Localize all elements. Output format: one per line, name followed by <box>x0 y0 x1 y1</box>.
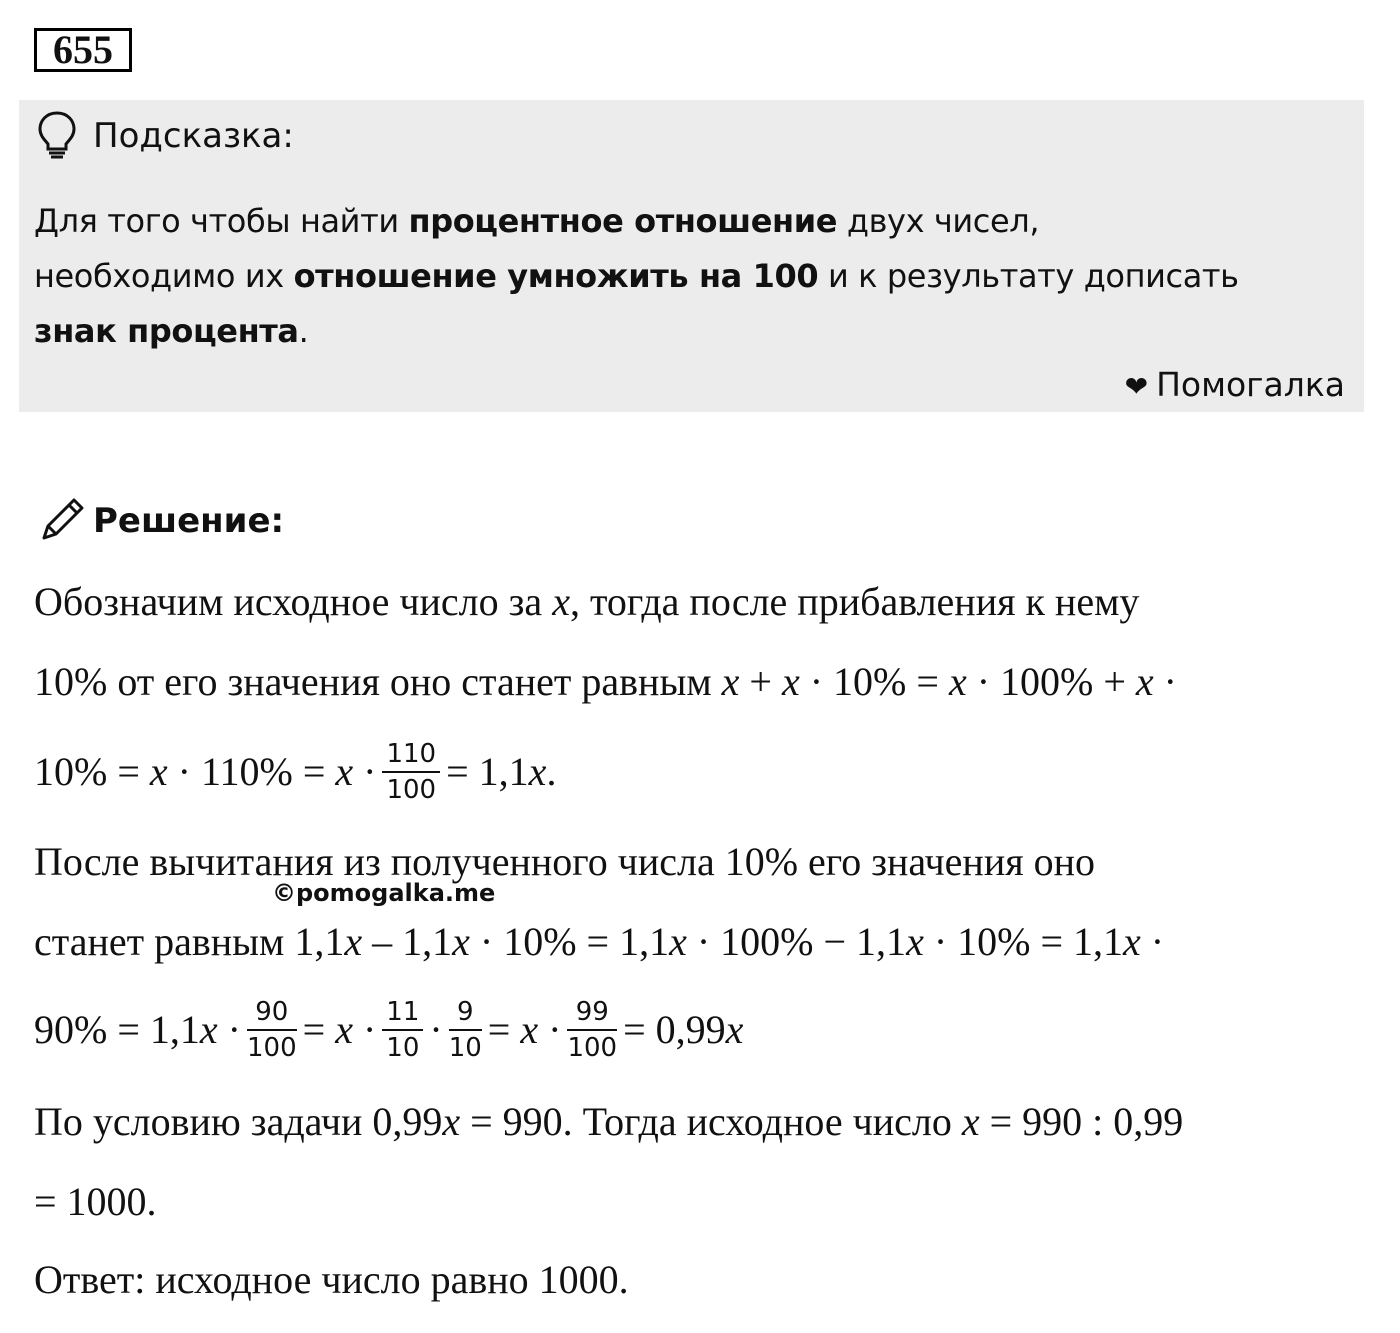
hint-text-line-3: знак процента. <box>34 312 309 350</box>
fraction: $\frac{110}{100}$ <box>382 739 440 805</box>
solution-line-1: Обозначим исходное число за x, тогда после прибавления к нему <box>34 579 1140 624</box>
fraction: $\frac{99}{100}$ <box>567 996 618 1063</box>
brand-signature <box>1125 362 1345 410</box>
solution-line-4: После вычитания из полученного числа 10% его значения оно <box>34 839 1096 884</box>
hint-title: Подсказка: <box>93 116 294 156</box>
brand-name: Помогалка <box>1156 365 1345 404</box>
watermark: ©pomogalka.me <box>272 879 496 907</box>
lightbulb-icon <box>36 110 78 160</box>
solution-title: Решение: <box>93 501 285 541</box>
answer-line: Ответ: исходное число равно 1000. <box>34 1257 629 1302</box>
fraction: $\frac{9}{10}$ <box>448 996 482 1063</box>
fraction: $\frac{90}{100}$ <box>246 996 297 1063</box>
task-number: 655 <box>34 28 132 72</box>
hint-emphasis: отношение умножить на 100 <box>293 257 819 295</box>
solution-line-8: = 1000. <box>34 1179 157 1224</box>
heart-icon: ❤ <box>1124 370 1149 403</box>
solution-line-2: 10% от его значения оно станет равным x + x · 10% = x · 100% + x · <box>34 659 1177 704</box>
hint-text-line-2: необходимо их отношение умножить на 100 и к результату дописать <box>34 257 1239 295</box>
hint-emphasis: знак процента <box>34 312 299 350</box>
fraction: $\frac{11}{10}$ <box>382 997 423 1063</box>
hint-emphasis: процентное отношение <box>408 202 838 240</box>
solution-line-7: По условию задачи 0,99x = 990. Тогда исходное число x = 990 : 0,99 <box>34 1099 1184 1144</box>
pencil-icon <box>36 494 88 546</box>
hint-text-line-1: Для того чтобы найти процентное отношение двух чисел, <box>34 202 1040 240</box>
solution-line-5: станет равным 1,1x – 1,1x · 10% = 1,1x · 100% − 1,1x · 10% = 1,1x · <box>34 919 1165 964</box>
solution-line-3: 10% = x · 110% = x · $\frac{110}{100}$ = 1,1x. <box>34 738 557 805</box>
solution-line-6: 90% = 1,1x · $\frac{90}{100}$ = x · $\frac{11}{10}$ · $\frac{9}{10}$ = x · $\frac{99}{100}$ = 0,99x <box>34 996 744 1063</box>
